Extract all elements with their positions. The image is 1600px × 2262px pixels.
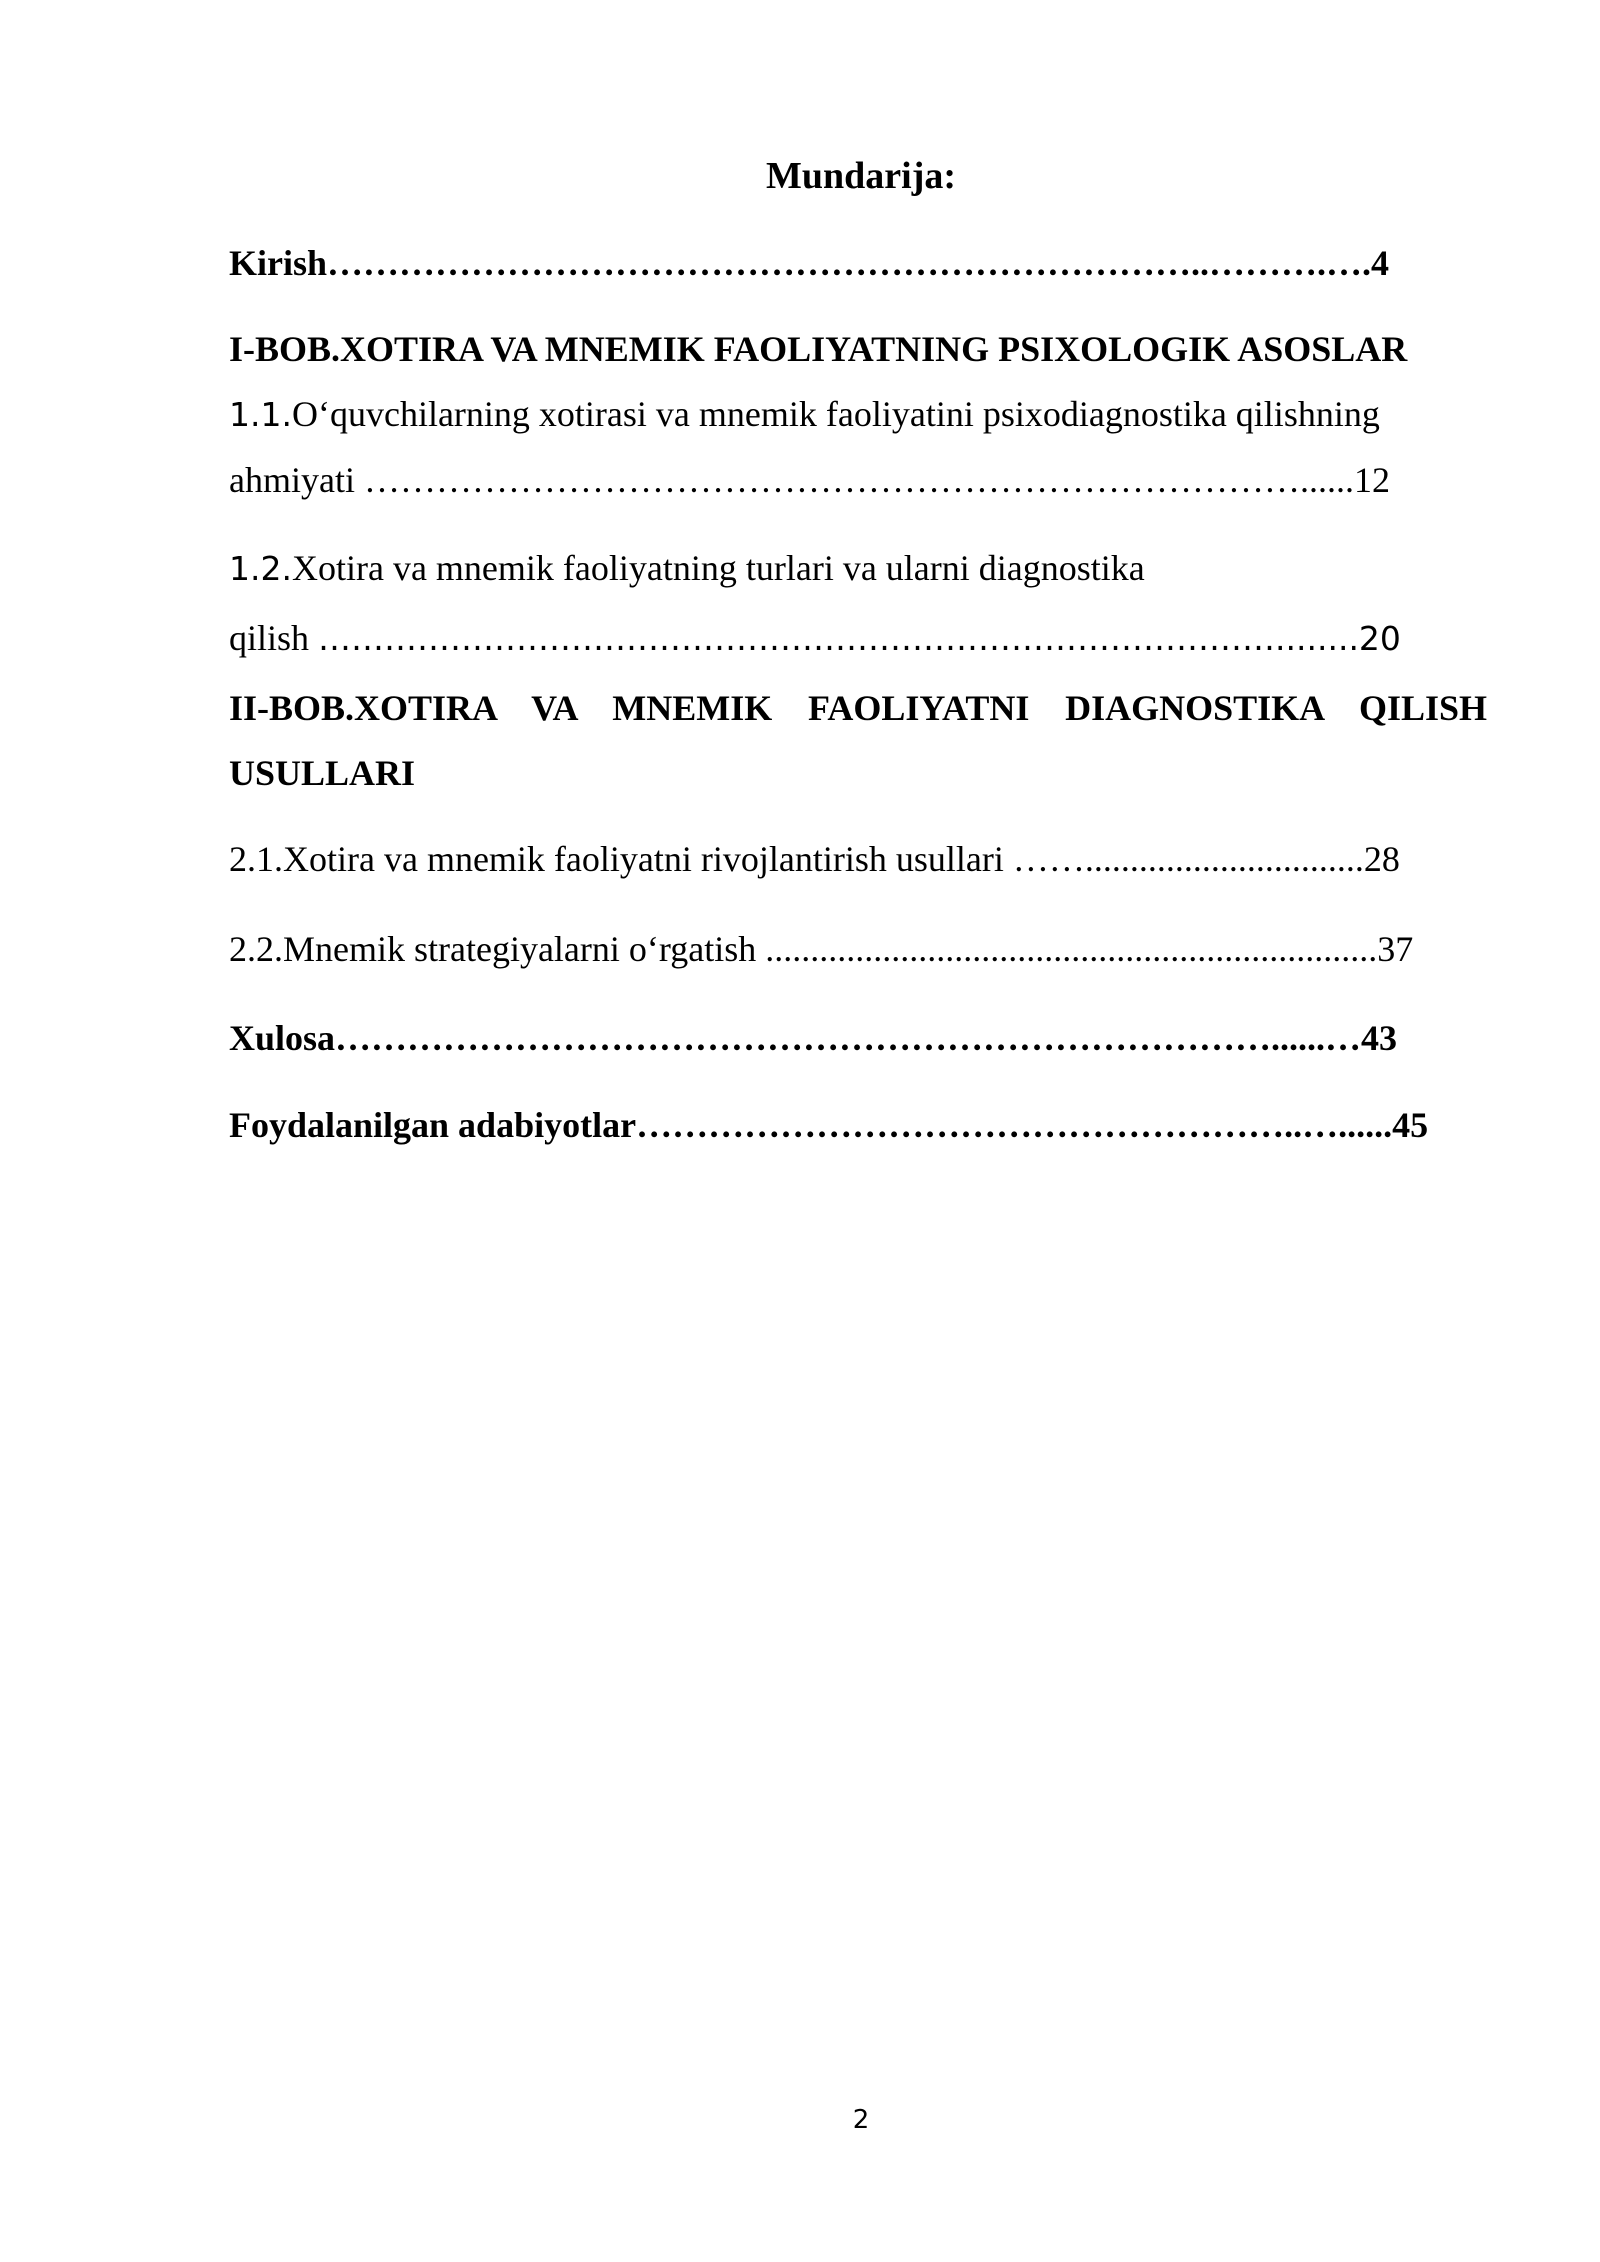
toc-chapter-2-heading-line-2: USULLARI <box>229 753 416 793</box>
toc-entry-xulosa: Xulosa……………………………………………………………………......…43 <box>229 1018 1398 1058</box>
toc-title: Mundarija: <box>766 155 956 197</box>
toc-entry-kirish: Kirish………………………………………………………………..……….….4 <box>229 243 1390 283</box>
page-number: 2 <box>852 2105 870 2135</box>
section-title: O‘quvchilarning xotirasi va mnemik faoliyatini psixodiagnostika qilishning <box>291 394 1380 434</box>
toc-entry-adabiyotlar: Foydalanilgan adabiyotlar………………………………………………..…......45 <box>229 1105 1429 1145</box>
toc-chapter-2-heading-line-1: II-BOB.XOTIRA VA MNEMIK FAOLIYATNI DIAGNOSTIKA QILISH <box>229 688 1487 728</box>
section-title: Xotira va mnemik faoliyatning turlari va ularni diagnostika <box>291 548 1145 588</box>
toc-entry-1-2-line-2 <box>229 615 1487 662</box>
toc-chapter-1-heading: I-BOB.XOTIRA VA MNEMIK FAOLIYATNING PSIXOLOGIK ASOSLAR <box>229 329 1408 369</box>
section-number: 1.1. <box>229 395 292 434</box>
toc-entry-2-1: 2.1.Xotira va mnemik faoliyatni rivojlantirish usullari ……...............................28 <box>229 839 1400 879</box>
toc-entry-1-1-line-1 <box>229 391 1487 438</box>
section-number: 1.2. <box>229 549 292 588</box>
toc-entry-2-2: 2.2.Mnemik strategiyalarni o‘rgatish ....................................................................37 <box>229 929 1414 969</box>
dot-leader-page: ……………………………………………………………………………........20 <box>318 619 1401 658</box>
toc-entry-1-1-line-2: ahmiyati ……………………………………………………………………......12 <box>229 460 1390 500</box>
toc-entry-1-2-line-1 <box>229 545 1487 592</box>
section-title: qilish <box>229 618 319 658</box>
